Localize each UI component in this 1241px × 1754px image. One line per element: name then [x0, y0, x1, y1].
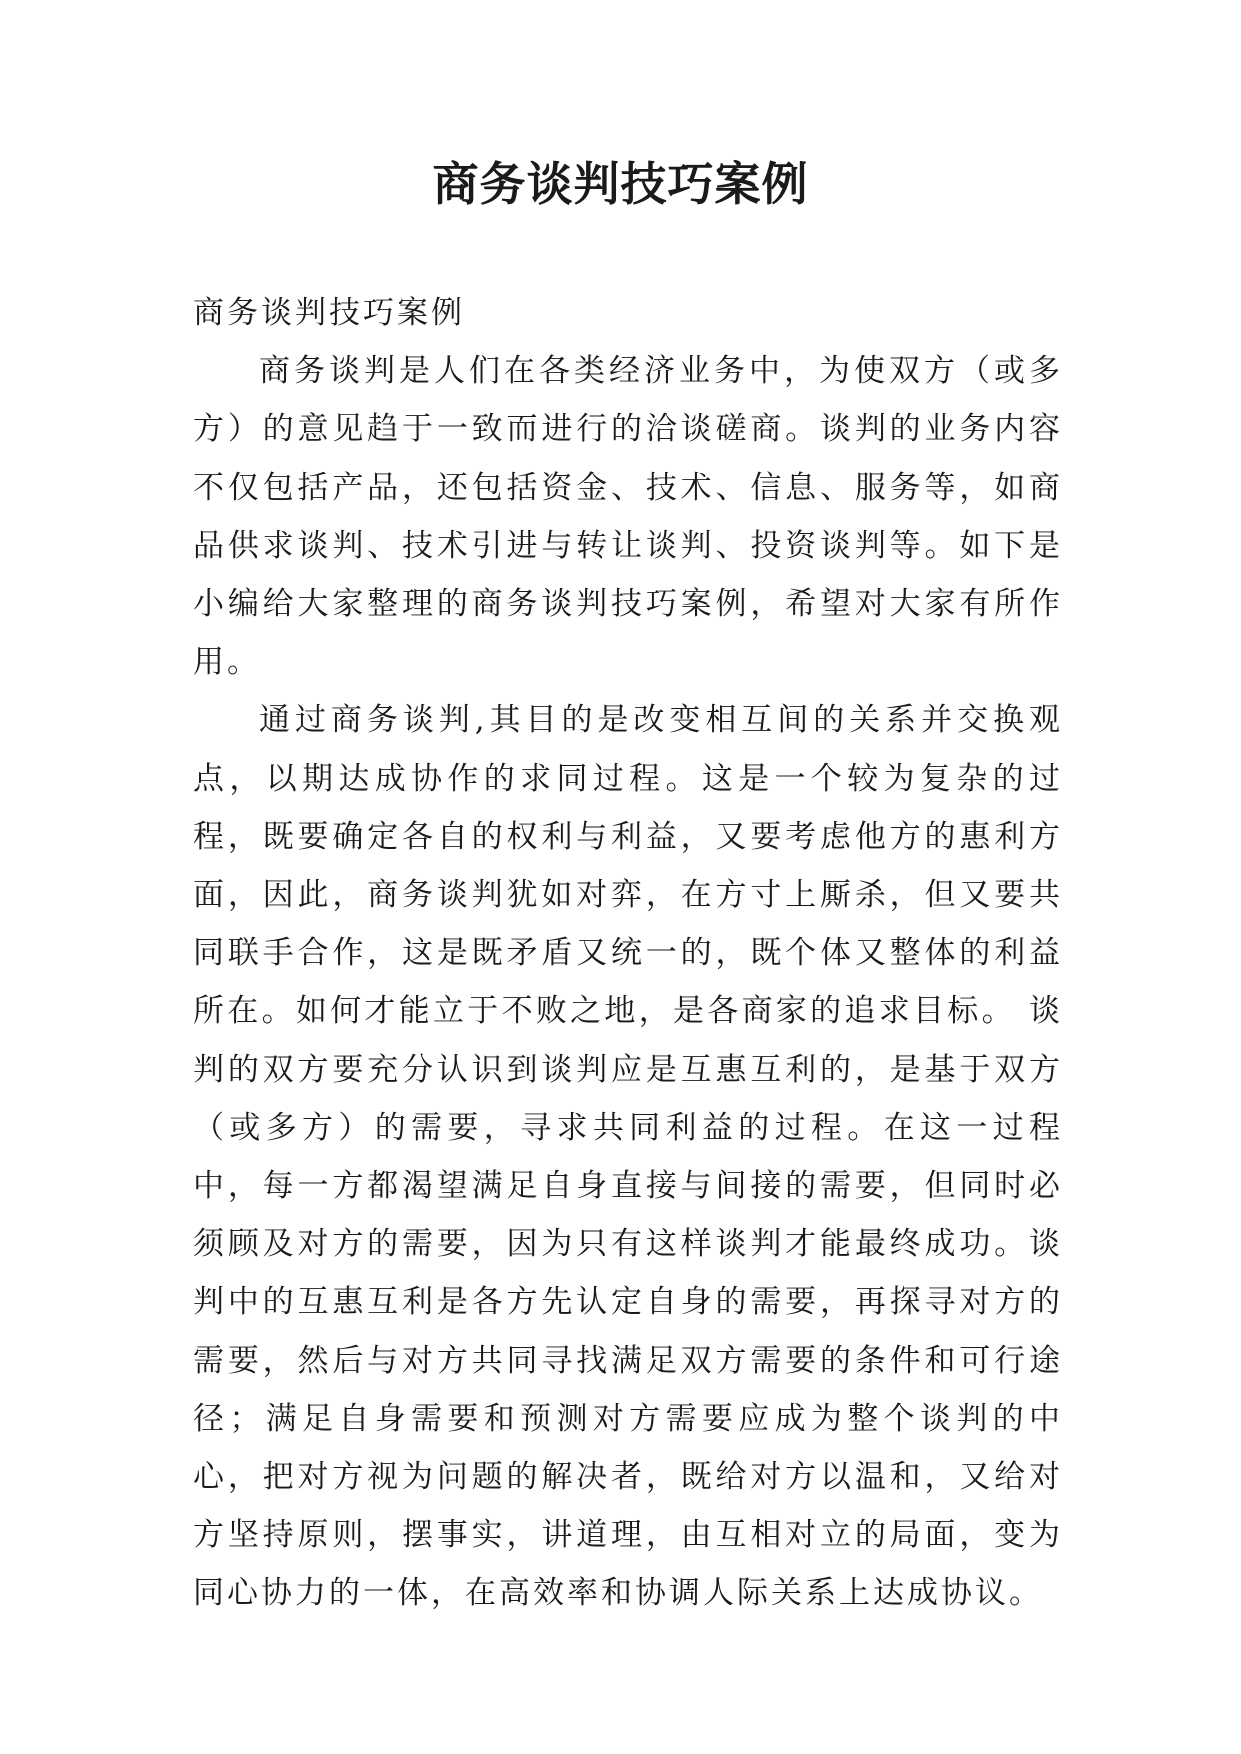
document-title: 商务谈判技巧案例: [432, 157, 809, 211]
paragraph-2: 通过商务谈判,其目的是改变相互间的关系并交换观点，以期达成协作的求同过程。这是一个较为复杂的过程，既要确定各自的权利与利益，又要考虑他方的惠利方面，因此，商务谈判犹如对弈，在方寸上厮杀，但又要共同联手合作，这是既矛盾又统一的，既个体又整体的利益所在。如何才能立于不败之地，是各商家的追求目标。 谈判的双方要充分认识到谈判应是互惠互利的，是基于双方（或多方）的需要，寻求共同利益的过程。在这一过程中，每一方都渴望满足自身直接与间接的需要，但同时必须顾及对方的需要，因为只有这样谈判才能最终成功。谈判中的互惠互利是各方先认定自身的需要，再探寻对方的需要，然后与对方共同寻找满足双方需要的条件和可行途径；满足自身需要和预测对方需要应成为整个谈判的中心，把对方视为问题的解决者，既给对方以温和，又给对方坚持原则，摆事实，讲道理，由互相对立的局面，变为同心协力的一体，在高效率和协调人际关系上达成协议。: [193, 702, 1063, 1612]
paragraph-1: 商务谈判是人们在各类经济业务中，为使双方（或多方）的意见趋于一致而进行的洽谈磋商。谈判的业务内容不仅包括产品，还包括资金、技术、信息、服务等，如商品供求谈判、技术引进与转让谈判、投资谈判等。如下是小编给大家整理的商务谈判技巧案例，希望对大家有所作用。: [193, 353, 1063, 681]
document-subtitle: 商务谈判技巧案例: [193, 295, 465, 331]
document-body: [193, 284, 1063, 1623]
